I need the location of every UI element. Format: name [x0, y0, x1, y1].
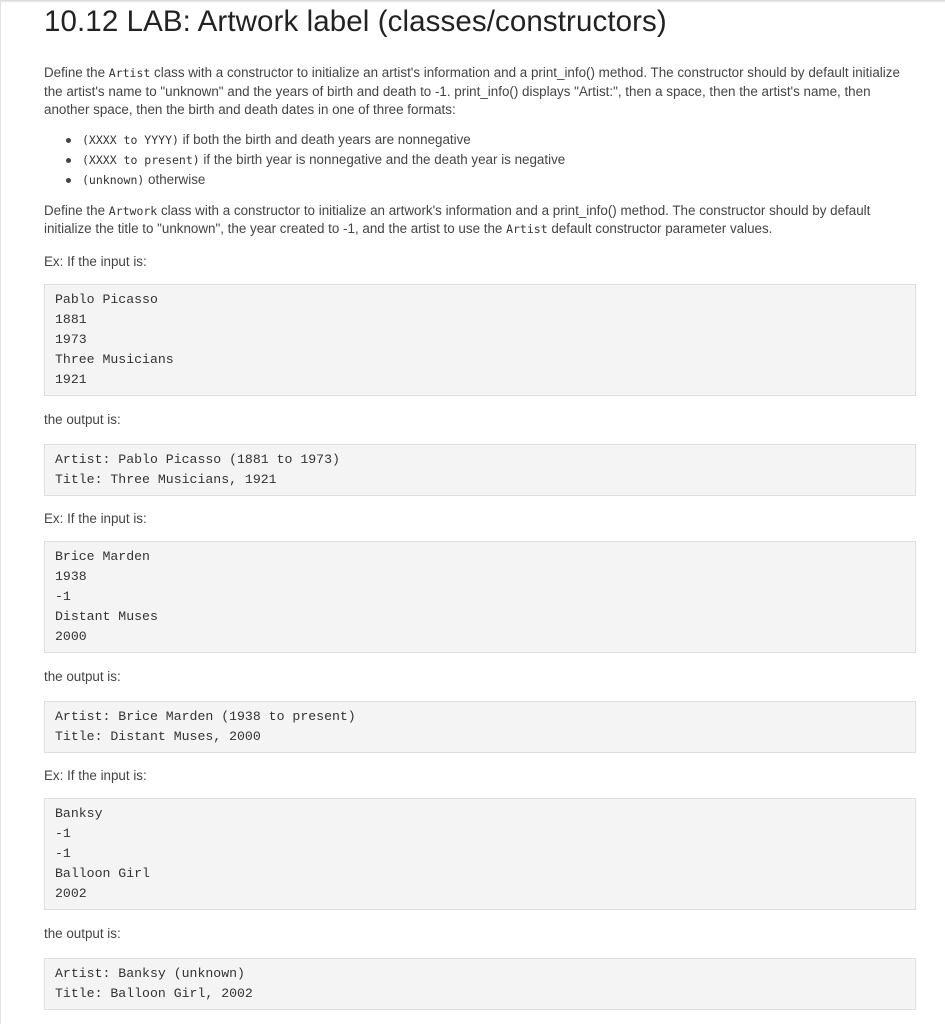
example-output-label: the output is:	[44, 925, 121, 941]
artist-class-name: Artist	[108, 66, 151, 80]
artwork-class-name: Artwork	[108, 203, 158, 218]
artist-description: Define the Artist class with a constructor to initialize an artist's information and a print_info() method. The constructor should by default initialize the artist's name to "unknown" and the years of birth and death to -1. print_info() displays "Artist:", then a space, then the artist's name, then another space, then the birth and death dates in one of three formats:	[44, 65, 900, 118]
code-line: 2000	[55, 628, 87, 644]
code-line: 2002	[55, 885, 87, 901]
example-output-label: the output is:	[44, 668, 121, 684]
code-line: Banksy	[55, 805, 103, 821]
example-input-label: Ex: If the input is:	[44, 253, 147, 269]
code-line: Title: Three Musicians, 1921	[55, 471, 277, 487]
code-line: Title: Balloon Girl, 2002	[55, 985, 253, 1001]
date-format-list	[44, 130, 916, 190]
code-line: Artist: Brice Marden (1938 to present)	[55, 708, 356, 724]
example-output-block	[44, 701, 916, 753]
example-input-label: Ex: If the input is:	[44, 510, 147, 526]
example-output-block	[44, 958, 916, 1010]
code-line: 1938	[55, 568, 87, 584]
list-item: (unknown) otherwise	[66, 170, 916, 190]
code-line: Artist: Banksy (unknown)	[55, 965, 245, 981]
example-output-label: the output is:	[44, 411, 121, 427]
code-line: Brice Marden	[55, 548, 150, 564]
list-item: (XXXX to YYYY) if both the birth and death years are nonnegative	[66, 130, 916, 150]
code-line: Balloon Girl	[55, 865, 150, 881]
code-line: -1	[55, 825, 71, 841]
example-input-label: Ex: If the input is:	[44, 767, 147, 783]
code-line: -1	[55, 588, 71, 604]
list-item: (XXXX to present) if the birth year is nonnegative and the death year is negative	[66, 150, 916, 170]
code-line: Pablo Picasso	[55, 291, 158, 307]
code-line: Three Musicians	[55, 351, 174, 367]
example-input-block	[44, 798, 916, 910]
code-line: Distant Muses	[55, 608, 158, 624]
code-line: -1	[55, 845, 71, 861]
code-line: 1973	[55, 331, 87, 347]
code-line: Title: Distant Muses, 2000	[55, 728, 261, 744]
example-output-block	[44, 444, 916, 496]
example-input-block	[44, 284, 916, 396]
example-input-block	[44, 541, 916, 653]
artist-class-name: Artist	[506, 222, 548, 237]
artwork-description: Define the Artwork class with a constructor to initialize an artwork's information and a print_info() method. The constructor should by default initialize the title to "unknown", the year created to -1, and the artist to use the Artist default constructor parameter values.	[44, 202, 871, 237]
lab-content	[44, 0, 916, 1010]
code-line: Artist: Pablo Picasso (1881 to 1973)	[55, 451, 340, 467]
code-line: 1921	[55, 371, 87, 387]
code-line: 1881	[55, 311, 87, 327]
page-title: 10.12 LAB: Artwork label (classes/constructors)	[44, 5, 667, 38]
